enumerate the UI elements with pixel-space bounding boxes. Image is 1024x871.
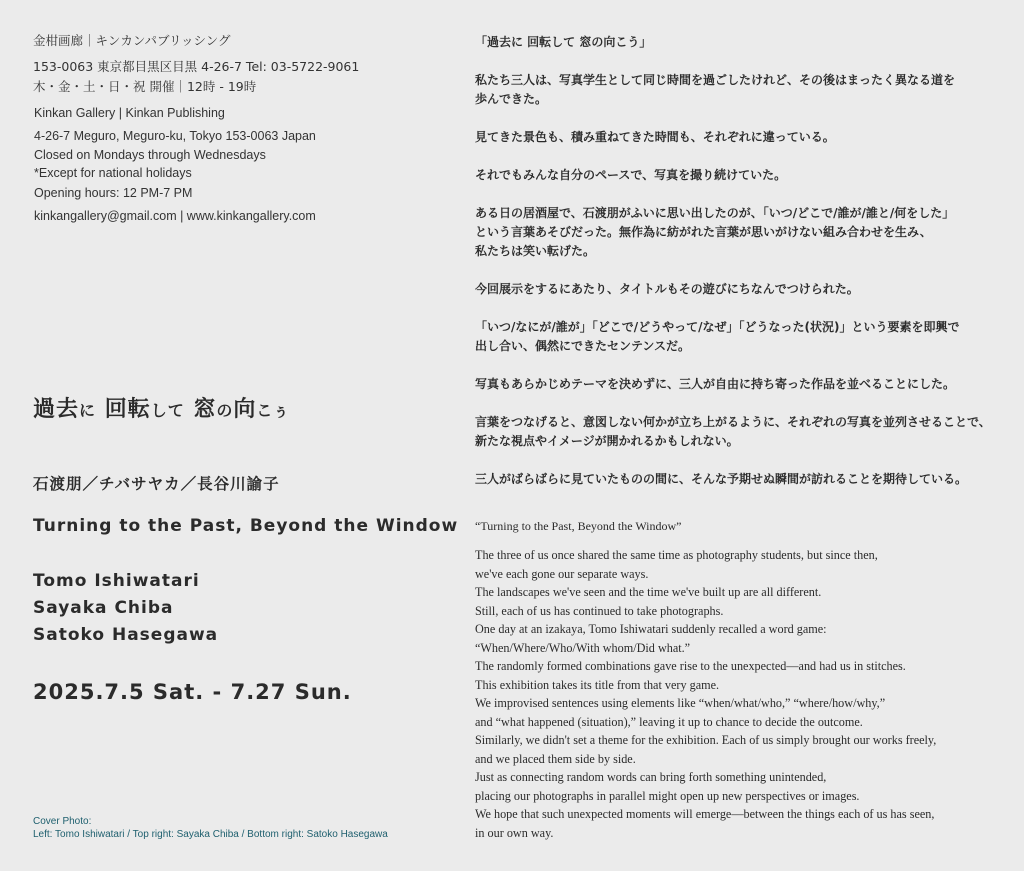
statement-jp-line: 今回展示をするにあたり、タイトルもその遊びにちなんでつけられた。 (475, 282, 859, 296)
statement-jp-line: 見てきた景色も、積み重ねてきた時間も、それぞれに違っている。 (475, 130, 835, 144)
title-jp-part: の (216, 401, 234, 420)
gallery-hours-jp: 木・金・土・日・祝 開催｜12時 - 19時 (33, 79, 257, 94)
gallery-address-en: 4-26-7 Meguro, Meguro-ku, Tokyo 153-0063 Japan (34, 129, 316, 143)
statement-en-line: Still, each of us has continued to take photographs. (475, 603, 724, 618)
statement-en (475, 546, 936, 842)
gallery-except-en: *Except for national holidays (34, 166, 192, 180)
statement-jp-spacer (475, 356, 991, 375)
statement-en-line: Just as connecting random words can bring forth something unintended, (475, 770, 827, 784)
statement-jp-line: それでもみんな自分のペースで、写真を撮り続けていた。 (475, 168, 787, 182)
statement-en-line: One day at an izakaya, Tomo Ishiwatari suddenly recalled a word game: (475, 622, 827, 636)
statement-en-line: We hope that such unexpected moments will emerge—between the things each of us has seen, (475, 807, 935, 821)
statement-jp-spacer (475, 394, 991, 413)
statement-jp-line: 言葉をつなげると、意図しない何かが立ち上がるように、それぞれの写真を並列させることで、 (475, 415, 991, 429)
statement-en-line: The three of us once shared the same time as photography students, but since then, (475, 548, 878, 562)
statement-jp-line: 歩んできた。 (475, 92, 548, 106)
artists-jp: 石渡朋／チバサヤカ／長谷川諭子 (33, 475, 280, 493)
title-jp-part: して (150, 401, 185, 420)
statement-jp-line: 写真もあらかじめテーマを決めずに、三人が自由に持ち寄った作品を並べることにした。 (475, 377, 956, 391)
statement-en-line: Similarly, we didn't set a theme for the exhibition. Each of us simply brought our works freely, (475, 733, 937, 747)
statement-jp-spacer (475, 52, 991, 71)
statement-en-line: and “what happened (situation),” leaving it up to chance to decide the outcome. (475, 714, 863, 729)
artist-name-en: Satoko Hasegawa (33, 625, 219, 645)
contact-text[interactable]: kinkangallery@gmail.com | www.kinkangallery.com (34, 209, 316, 223)
gallery-name-jp: 金柑画廊｜キンカンパブリッシング (33, 33, 231, 48)
title-jp-part: 窓 (184, 397, 217, 422)
statement-en-line: and we placed them side by side. (475, 751, 636, 766)
statement-en-line: “When/Where/Who/With whom/Did what.” (475, 640, 691, 655)
gallery-address-jp: 153-0063 東京都目黒区目黒 4-26-7 Tel: 03-5722-9061 (33, 59, 360, 74)
gallery-contact-en[interactable] (34, 209, 316, 223)
title-jp-part: こぅ (256, 401, 291, 420)
title-jp-part: 過去 (33, 397, 80, 422)
gallery-hours-en: Opening hours: 12 PM-7 PM (34, 186, 193, 200)
statement-jp-spacer (475, 109, 991, 128)
artist-name-en: Sayaka Chiba (33, 598, 174, 618)
statement-jp-line: 「過去に 回転して 窓の向こう」 (475, 35, 652, 49)
title-jp-part: 回転 (96, 397, 151, 422)
statement-jp-spacer (475, 451, 991, 470)
statement-jp-line: 三人がばらばらに見ていたものの間に、そんな予期せぬ瞬間が訪れることを期待している。 (475, 472, 968, 486)
statement-jp-line: 私たち三人は、写真学生として同じ時間を過ごしたけれど、その後はまったく異なる道を (475, 73, 956, 87)
gallery-closed-en: Closed on Mondays through Wednesdays (34, 148, 266, 162)
title-jp-part: 向 (233, 397, 257, 422)
gallery-name-en: Kinkan Gallery | Kinkan Publishing (34, 106, 225, 120)
statement-jp-line: 「いつ/なにが/誰が」「どこで/どうやって/なぜ」「どうなった(状況)」という要素を即興で (475, 320, 960, 334)
statement-en-line: The randomly formed combinations gave rise to the unexpected—and had us in stitches. (475, 659, 906, 673)
credit-line: Left: Tomo Ishiwatari / Top right: Sayaka Chiba / Bottom right: Satoko Hasegawa (33, 829, 388, 840)
credit-heading: Cover Photo: (33, 816, 92, 827)
statement-jp (475, 33, 991, 489)
artist-name-en: Tomo Ishiwatari (33, 571, 200, 591)
statement-jp-spacer (475, 185, 991, 204)
statement-en-line: The landscapes we've seen and the time we've built up are all different. (475, 585, 822, 599)
statement-en-line: placing our photographs in parallel might open up new perspectives or images. (475, 788, 860, 803)
statement-en-line: This exhibition takes its title from that very game. (475, 677, 720, 692)
statement-en-title: “Turning to the Past, Beyond the Window” (475, 519, 682, 533)
statement-jp-line: 私たちは笑い転げた。 (475, 244, 596, 258)
statement-jp-spacer (475, 147, 991, 166)
statement-jp-line: ある日の居酒屋で、石渡朋がふいに思い出したのが、「いつ/どこで/誰が/誰と/何をした」 (475, 206, 955, 220)
statement-jp-spacer (475, 261, 991, 280)
title-jp-part: に (79, 401, 97, 420)
statement-jp-spacer (475, 299, 991, 318)
statement-jp-line: 出し合い、偶然にできたセンテンスだ。 (475, 339, 691, 353)
statement-en-line: We improvised sentences using elements like “when/what/who,” “where/how/why,” (475, 696, 886, 710)
statement-en-line: we've each gone our separate ways. (475, 566, 649, 581)
exhibition-title-en: Turning to the Past, Beyond the Window (33, 516, 459, 536)
statement-jp-line: という言葉あそびだった。無作為に紡がれた言葉が思いがけない組み合わせを生み、 (475, 225, 932, 239)
exhibition-dates: 2025.7.5 Sat. - 7.27 Sun. (33, 680, 352, 704)
cover-photo-credit (33, 815, 388, 841)
statement-jp-line: 新たな視点やイメージが開かれるかもしれない。 (475, 434, 739, 448)
exhibition-title-jp (33, 392, 290, 423)
statement-en-line: in our own way. (475, 825, 554, 840)
